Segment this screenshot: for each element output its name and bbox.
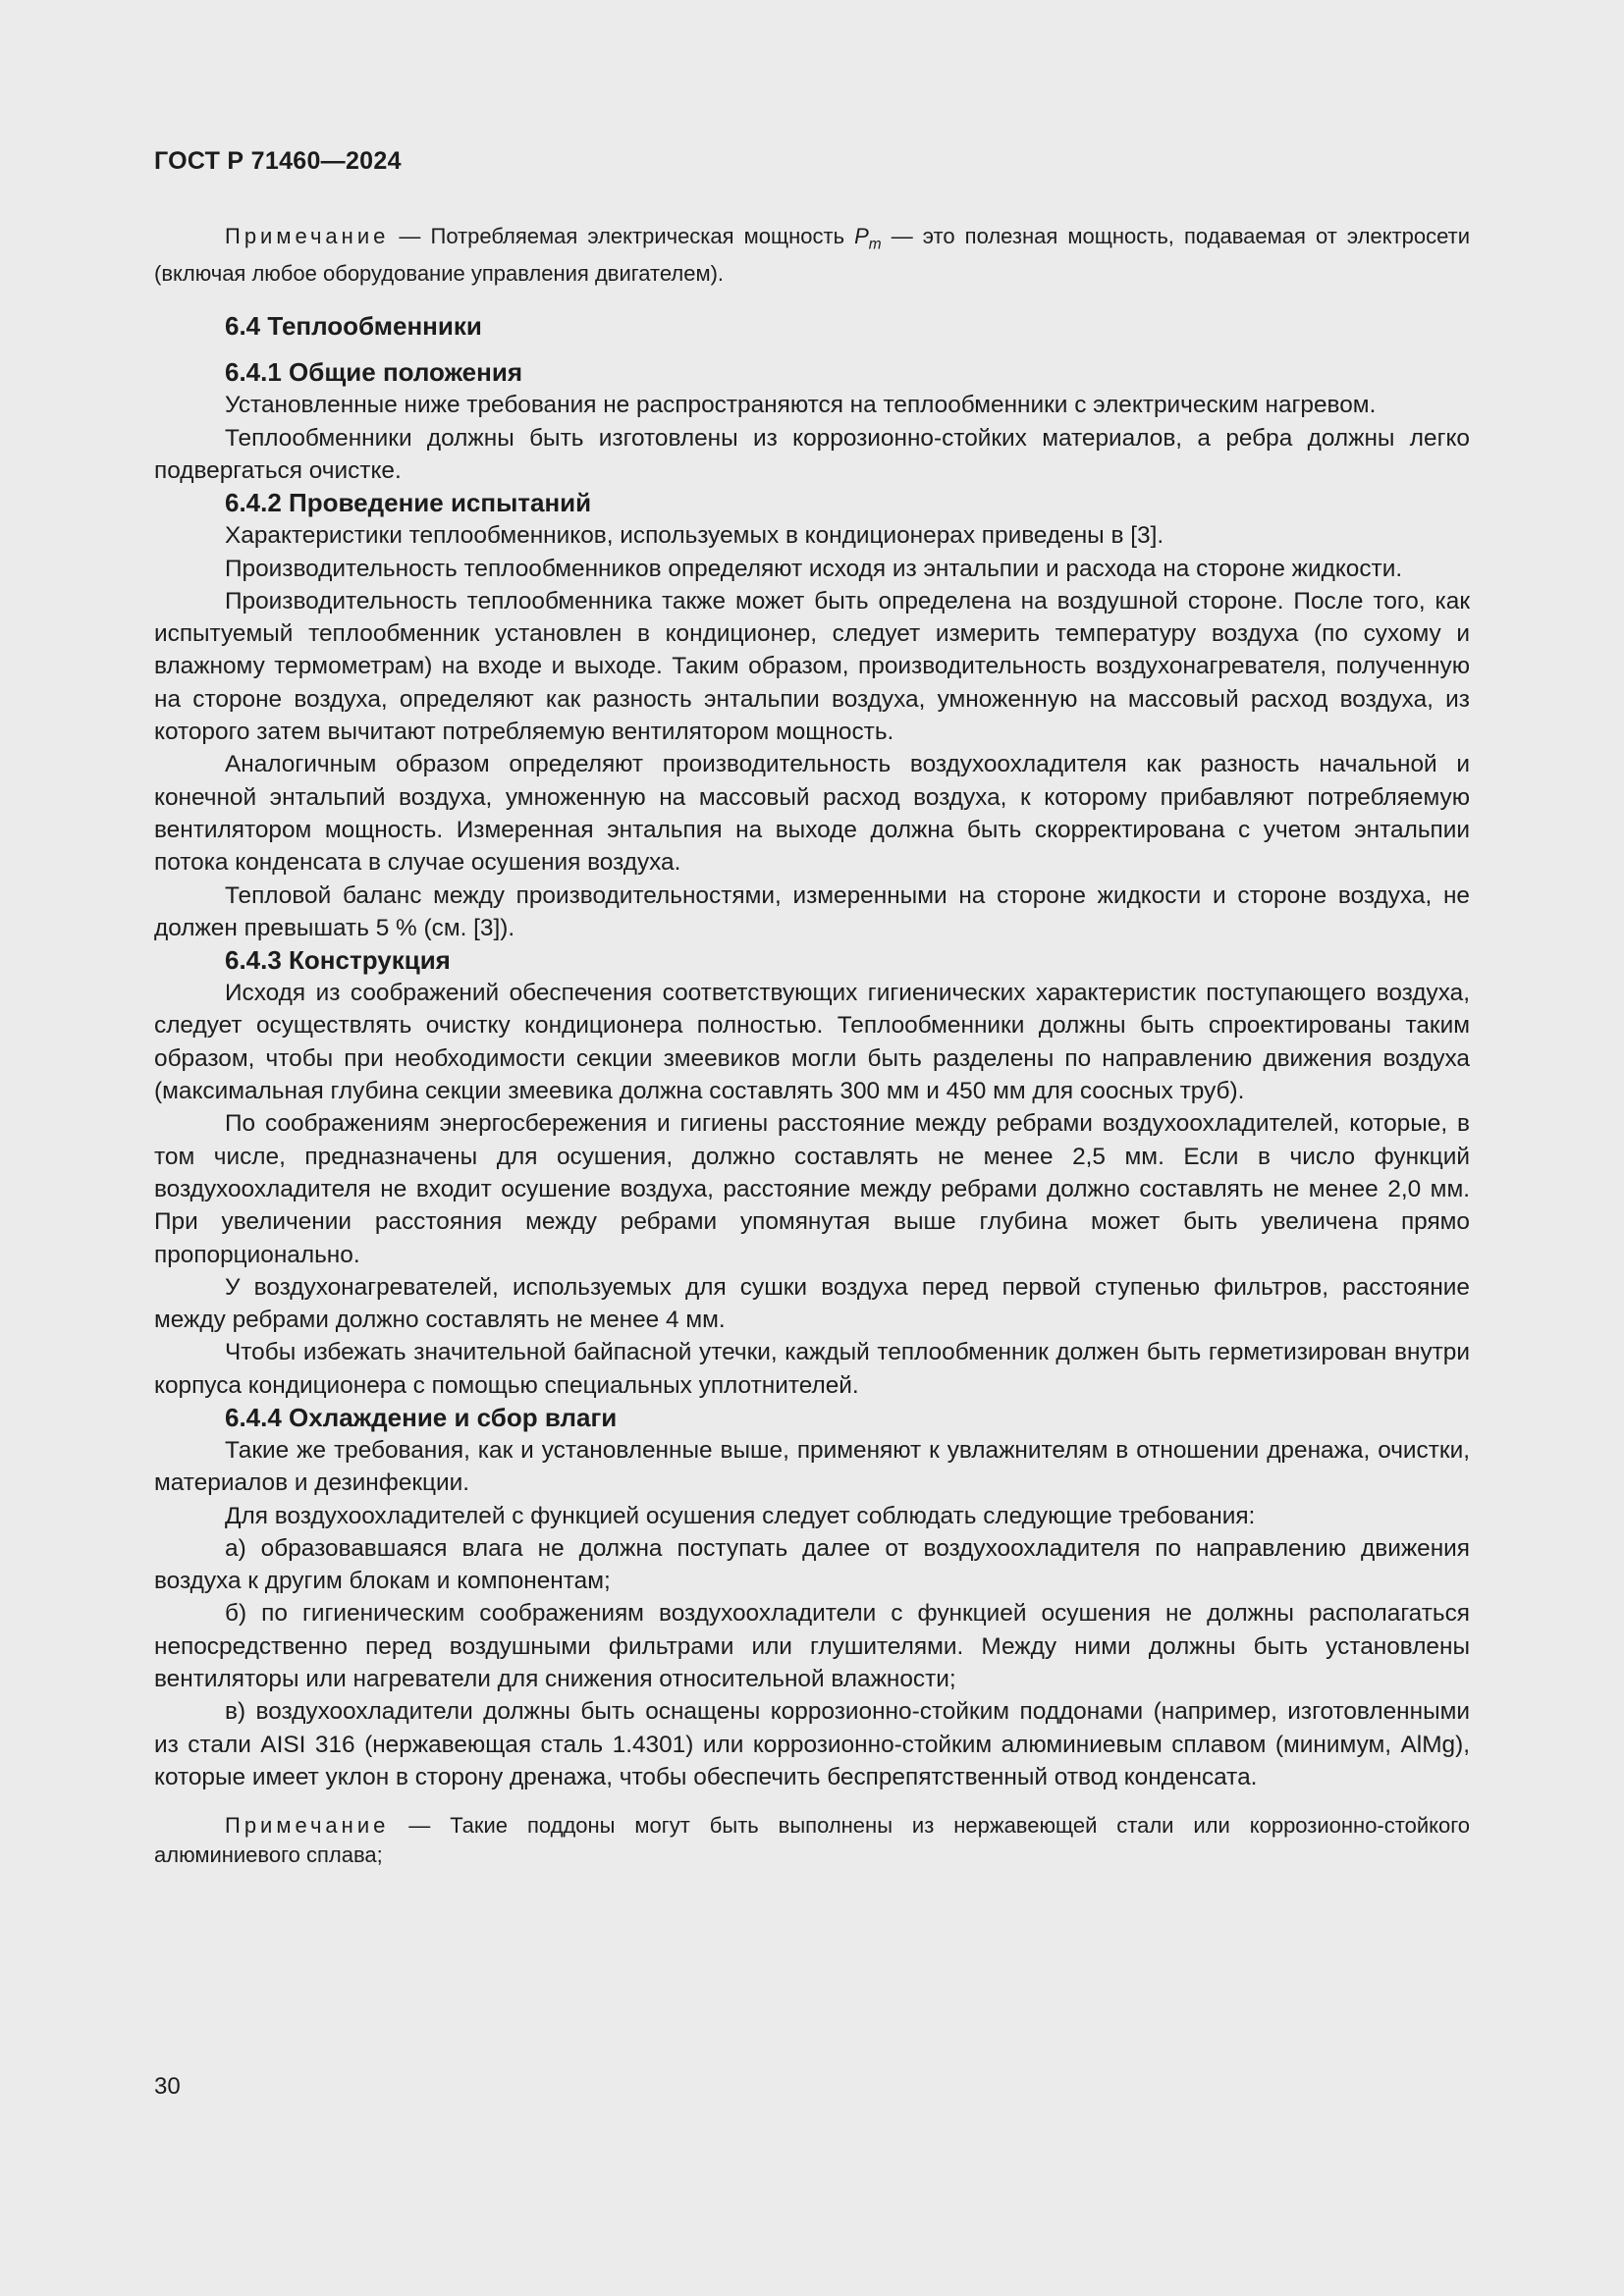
section-heading-6-4-3: 6.4.3 Конструкция [225, 945, 451, 976]
power-symbol: P [854, 224, 869, 248]
paragraph: У воздухонагревателей, используемых для сушки воздуха перед первой ступенью фильтров, расстояние между ребрами должно составлять не менее 4 мм. [154, 1273, 1470, 1334]
paragraph: Аналогичным образом определяют производительность воздухоохладителя как разность начальной и конечной энтальпий воздуха, умноженную на массовый расход воздуха, к которому прибавляют потребляемую вентилятором мощность. Измеренная энтальпия на выходе должна быть скорректирована с учетом энтальпии потока конденсата в случае осушения воздуха. [154, 751, 1470, 877]
paragraph: Чтобы избежать значительной байпасной утечки, каждый теплообменник должен быть герметизирован внутри корпуса кондиционера с помощью специальных уплотнителей. [154, 1339, 1470, 1399]
power-subscript: m [868, 236, 882, 253]
note-text-before: — Потребляемая электрическая мощность [389, 224, 855, 248]
paragraph: Теплообменники должны быть изготовлены из коррозионно-стойких материалов, а ребра должны легко подвергаться очистке. [154, 424, 1470, 484]
paragraph: Производительность теплообменников определяют исходя из энтальпии и расхода на стороне жидкости. [225, 555, 1403, 582]
document-header: ГОСТ Р 71460—2024 [154, 147, 402, 175]
list-item-c: в) воздухоохладители должны быть оснащены коррозионно-стойким поддонами (например, изготовленными из стали AISI 316 (нержавеющая сталь 1.4301) или коррозионно-стойким алюминиевым сплавом (минимум, AlMg), которые имеет уклон в сторону дренажа, чтобы обеспечить беспрепятственный отвод конденсата. [154, 1698, 1470, 1790]
note-paragraph [154, 222, 1470, 289]
paragraph: Характеристики теплообменников, используемых в кондиционерах приведены в [3]. [225, 522, 1164, 550]
paragraph: Исходя из соображений обеспечения соответствующих гигиенических характеристик поступающего воздуха, следует осуществлять очистку кондиционера полностью. Теплообменники должны быть спроектированы таким образом, чтобы при необходимости секции змеевиков могли быть разделены по направлению движения воздуха (максимальная глубина секции змеевика должна составлять 300 мм и 450 мм для соосных труб). [154, 980, 1470, 1105]
note-label: Примечание [225, 1813, 390, 1839]
note-text-after: — это полезная мощность, подаваемая от электросети (включая любое оборудование управления двигателем). [154, 224, 1470, 287]
note-label: Примечание [225, 224, 390, 248]
paragraph: Производительность теплообменника также может быть определена на воздушной стороне. После того, как испытуемый теплообменник установлен в кондиционер, следует измерить температуру воздуха (по сухому и влажному термометрам) на входе и выходе. Таким образом, производительность воздухонагревателя, полученную на стороне воздуха, определяют как разность энтальпии воздуха, умноженную на массовый расход воздуха, из которого затем вычитают потребляемую вентилятором мощность. [154, 587, 1470, 746]
paragraph: Тепловой баланс между производительностями, измеренными на стороне жидкости и стороне воздуха, не должен превышать 5 % (см. [3]). [154, 881, 1470, 941]
paragraph: Для воздухоохладителей с функцией осушения следует соблюдать следующие требования: [225, 1502, 1256, 1529]
list-item-b: б) по гигиеническим соображениям воздухоохладители с функцией осушения не должны располагаться непосредственно перед воздушными фильтрами или глушителями. Между ними должны быть установлены вентиляторы или нагреватели для снижения относительной влажности; [154, 1600, 1470, 1693]
paragraph: По соображениям энергосбережения и гигиены расстояние между ребрами воздухоохладителей, которые, в том числе, предназначены для осушения, должно составлять не менее 2,5 мм. Если в число функций воздухоохладителя не входит осушение воздуха, расстояние между ребрами должно составлять не менее 2,0 мм. При увеличении расстояния между ребрами упомянутая выше глубина может быть увеличена прямо пропорционально. [154, 1110, 1470, 1268]
section-heading-6-4-2: 6.4.2 Проведение испытаний [225, 488, 592, 518]
paragraph: Такие же требования, как и установленные выше, применяют к увлажнителям в отношении дренажа, очистки, материалов и дезинфекции. [154, 1437, 1470, 1497]
section-heading-6-4-1: 6.4.1 Общие положения [225, 357, 522, 388]
section-heading-6-4: 6.4 Теплообменники [225, 311, 482, 342]
paragraph: Установленные ниже требования не распространяются на теплообменники с электрическим нагревом. [225, 392, 1377, 419]
list-item-a: а) образовавшаяся влага не должна поступать далее от воздухоохладителя по направлению движения воздуха к другим блокам и компонентам; [154, 1534, 1470, 1595]
note-paragraph [154, 1811, 1470, 1870]
document-body [154, 222, 1470, 1870]
page-number: 30 [154, 2073, 181, 2100]
section-heading-6-4-4: 6.4.4 Охлаждение и сбор влаги [225, 1403, 618, 1432]
note-text: — Такие поддоны могут быть выполнены из нержавеющей стали или коррозионно-стойкого алюминиевого сплава; [154, 1813, 1470, 1868]
